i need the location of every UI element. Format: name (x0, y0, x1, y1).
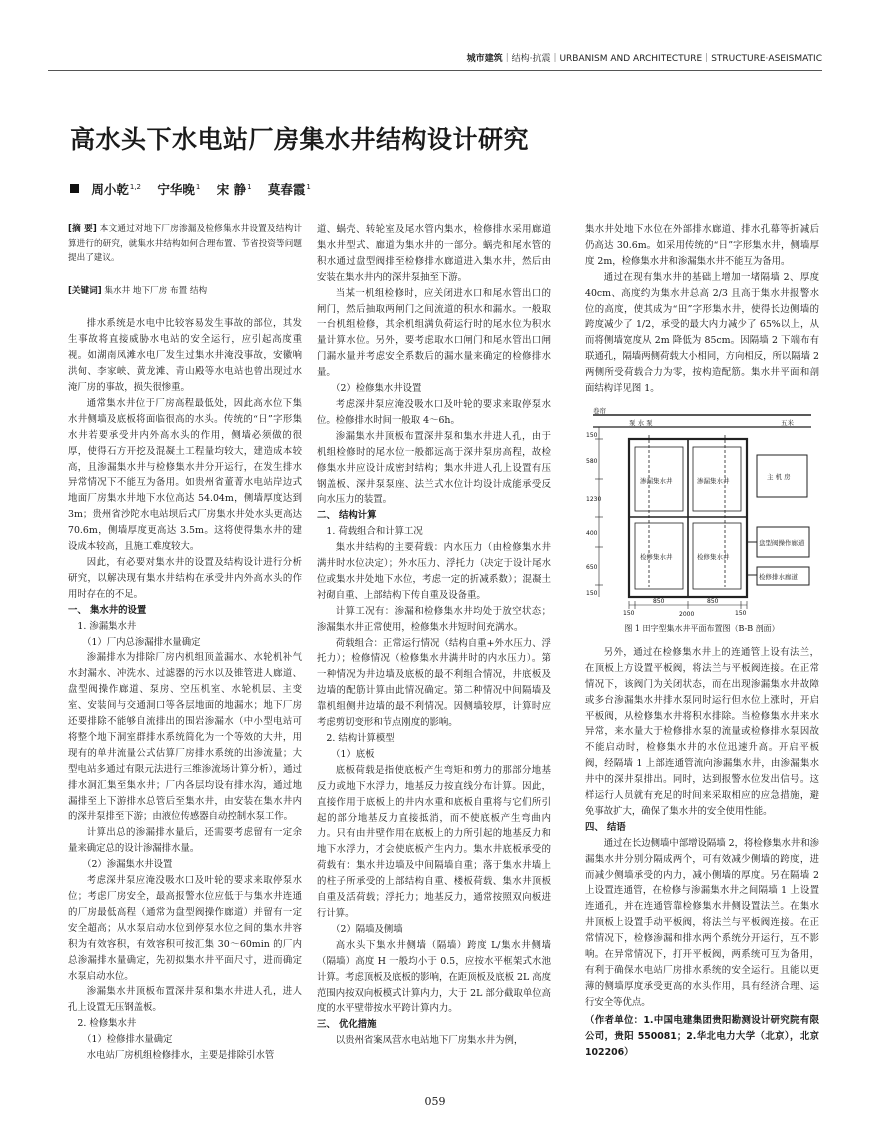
paragraph: 底板荷载是指使底板产生弯矩和剪力的那部分地基反力或地下水浮力，地基反力按直线分布计算。因此，直接作用于底板上的井内水重和底板自重将与它们所引起的部分地基反力直接抵消，而不使底板产生弯曲内力。只有由井壁作用在底板上的力所引起的地基反力和地下水浮力，才会使底板产生内力。集水井底板承受的荷载有：集水井边墙及中间隔墙自重；落于集水井墙上的柱子所承受的上部结构自重、楼板荷载、集水井顶板自重及活荷载；浮托力；地基反力，通常按照双向板进行计算。 (317, 764, 551, 919)
paragraph: 计算出总的渗漏排水量后，还需要考虑留有一定余量来确定总的设计渗漏排水量。 (68, 827, 302, 855)
paragraph: 集水井结构的主要荷载：内水压力（由检修集水井满井时水位决定）；外水压力、浮托力（决定于设计尾水位或集水井处地下水位，考虑一定的折减系数）；混凝土衬砌自重、上部结构下传自重及设备重。 (317, 542, 551, 601)
paragraph: 道、蜗壳、转轮室及尾水管内集水，检修排水采用廊道集水井型式、廊道为集水井的一部分。蜗壳和尾水管的积水通过盘型阀排至检修排水廊道进入集水井，然后由安装在集水井内的深井泵抽至下游。 (317, 224, 551, 283)
fig-label-leak-well-2: 渗漏集水井 (697, 476, 730, 485)
paragraph: 高水头下集水井侧墙（隔墙）跨度 L/集水井侧墙（隔墙）高度 H 一般均小于 0.5，应按水平框架式水池计算。考虑顶板及底板的影响，在距顶板及底板 2L 高度范围内按双向板模式计算内力，大于 2L 部分截取单位高度的水平壁带按水平跨计算内力。 (317, 939, 551, 1015)
fig-label-gate: 卷帘 (593, 406, 606, 415)
paragraph: 荷载组合：正常运行情况（结构自重+外水压力、浮托力）；检修情况（检修集水井满井时的内水压力）。第一种情况为井边墙及底板的最不利组合情况，井底板及边墙的配筋计算由此情况确定。第二种情况中间隔墙及靠机组侧井边墙的最不利情况。因侧墙较厚，计算时应考虑剪切变形和节点刚度的影响。 (317, 637, 551, 729)
abstract: [摘 要] 本文通过对地下厂房渗漏及检修集水井设置及结构计算进行的研究，就集水井结构如何合理布置、节省投资等问题提出了建议。 (68, 224, 302, 264)
running-header (467, 51, 822, 64)
header-section: 城市建筑 (466, 54, 503, 64)
paragraph: 当某一机组检修时，应关闭进水口和尾水管出口的闸门，然后抽取两闸门之间流道的积水和漏水。一般取一台机组检修，其余机组满负荷运行时的尾水位为积水量计算水位。另外，要考虑取水口闸门和尾水管出口闸门漏水量并考虑安全系数后的漏水量来确定的检修排水量。 (317, 287, 551, 379)
column-2-body (317, 222, 551, 1049)
column-1-body (68, 316, 302, 1064)
fig-label-drain-gallery: 检修排水廊道 (759, 572, 798, 581)
author-3: 宋 静$^1$ (216, 182, 252, 197)
section-heading: 四、 结语 (585, 821, 626, 833)
paragraph: 通常集水井位于厂房高程最低处，因此高水位下集水井侧墙及底板将面临很高的水头。传统的“日”字形集水井若要承受井内外高水头的作用，侧墙必须做的很厚，使得石方开挖及混凝土工程量均较大，建造成本较高，且渗漏集水井与检修集水井分开运行，在发生排水异常情况下不能互为备用。如贵州省董菁水电站岸边式地面厂房集水井地下水位高达 54.04m，侧墙厚度达到 3m；贵州省沙陀水电站坝后式厂房集水井处水头更高达 70.6m，侧墙厚度更高达 3.5m。这将使得集水井的建设成本较高，且施工难度较大。 (68, 397, 302, 553)
section-heading: 1. 渗漏集水井 (77, 620, 137, 632)
fig-label-leak-well-1: 渗漏集水井 (640, 476, 673, 485)
paragraph: 考虑深井泵应淹没吸水口及叶轮的要求来取停泵水位；考虑厂房安全，最高报警水位应低于与集水井连通的厂房最低高程（通常为盘型阀操作廊道）并留有一定安全超高；从水泵启动水位到停泵水位之间的集水井容积为有效容积，有效容积可按汇集 30～60min 的厂内总渗漏排水量确定，先初拟集水井平面尺寸，进而确定水泵启动水位。 (68, 875, 302, 982)
section-heading: （1）厂内总渗漏排水量确定 (82, 636, 201, 648)
fig-label-top: 五米 (781, 418, 794, 427)
fig-label-gallery: 盘型阀操作廊道 (759, 538, 805, 547)
fig-dim-bottom-2: 850 (653, 597, 665, 605)
section-heading: 2. 检修集水井 (77, 1018, 137, 1030)
affiliation: （作者单位：1.中国电建集团贵阳勘测设计研究院有限公司，贵阳 550081；2.华北电力大学（北京），北京 102206） (585, 1014, 819, 1058)
author-1: 周小乾$^{1,2}$ (91, 182, 142, 197)
paragraph: 计算工况有：渗漏和检修集水井均处于放空状态；渗漏集水井正常使用，检修集水井短时间充满水。 (317, 605, 551, 633)
column-2 (317, 222, 551, 1049)
paragraph: 渗漏集水井顶板布置深井泵和集水井进人孔，由于机组检修时的尾水位一般都远高于深井泵房高程，故检修集水井应设计成密封结构；集水井进人孔上设置有压钢盖板、深井泵泵座、法兰式水位计均设计成能承受反向水压力的装置。 (317, 430, 551, 506)
section-heading: （1）底板 (331, 748, 375, 760)
header-section-rest: ｜结构·抗震｜URBANISM AND ARCHITECTURE｜STRUCTURE·ASEISMATIC (502, 54, 822, 64)
page-number: 059 (424, 1095, 446, 1108)
fig-label-pump-room: 泵 水 泵 (629, 418, 653, 427)
header-rule (48, 70, 822, 71)
section-heading: （2）渗漏集水井设置 (82, 859, 173, 871)
paragraph: 以贵州省案凤营水电站地下厂房集水井为例， (335, 1035, 524, 1047)
section-heading: （2）检修集水井设置 (331, 383, 422, 395)
paragraph: 考虑深井泵应淹没吸水口及叶轮的要求来取停泵水位。检修排水时间一般取 4～6h。 (317, 398, 551, 426)
column-3-top (585, 222, 819, 397)
fig-dim-left-4: 400 (586, 529, 598, 537)
fig-dim-left-6: 150 (586, 589, 598, 597)
paragraph: 通过在长边侧墙中部增设隔墙 2，将检修集水井和渗漏集水井分别分隔成两个，可有效减少侧墙的跨度，进而减少侧墙承受的内力，减小侧墙的厚度。另在隔墙 2 上设置连通管，在检修与渗漏集水井之间隔墙 1 上设置连通孔，并在连通管靠检修集水井侧设置法兰。在集水井顶板上设置手动平板阀，将法兰与平板阀连接。在正常情况下，检修渗漏和排水两个系统分开运行，互不影响。在异常情况下，打开平板阀，两系统可互为备用，有利于确保水电站厂房排水系统的安全运行。且能以更薄的侧墙厚度承受更高的水头作用，具有经济合理、运行安全等优点。 (585, 837, 819, 1008)
keywords: [关键词] 集水井 地下厂房 布置 结构 (68, 285, 208, 296)
fig-label-inspect-well-1: 检修集水井 (640, 552, 673, 561)
figure-1-drawing (585, 407, 819, 619)
paragraph: 水电站厂房机组检修排水，主要是排除引水管 (86, 1050, 275, 1062)
fig-dim-left-5: 650 (586, 563, 598, 571)
author-4: 莫春霞$^1$ (267, 182, 311, 197)
author-bullet-icon (70, 184, 79, 193)
fig-dim-left-3: 1230 (586, 495, 602, 503)
section-heading: （2）隔墙及侧墙 (331, 923, 403, 935)
paragraph: 渗漏排水为排除厂房内机组顶盖漏水、水轮机补气水封漏水、冲洗水、过滤器的污水以及锥管进人廊道、盘型阀操作廊道、泵房、空压机室、水轮机层、主变室、安装间与交通洞口等各层地面的地漏水；地下厂房还要排除不能够自流排出的围岩渗漏水（中小型电站可将整个地下洞室群排水系统简化为一个等效的大井，用现有的单井流量公式估算厂房排水系统的出渗流量；大型电站多通过有限元法进行三维渗流场计算分析），通过排水洞汇集至集水井；厂内各层均设有排水沟，通过地漏排至上下游排水总管后至集水井，由安装在集水井内的深井泵排至下游；由液位传感器自动控制水泵工作。 (68, 652, 302, 823)
fig-dim-bottom-4: 150 (735, 609, 747, 617)
section-heading: 三、 优化措施 (317, 1019, 377, 1031)
paragraph: 排水系统是水电中比较容易发生事故的部位，其发生事故将直接威胁水电站的安全运行，应引起高度重视。如湖南凤滩水电厂发生过集水井淹没事故，安徽响洪甸、李家峡、黄龙滩、青山殿等水电站也曾出现过水淹厂房的事故，损失很惨重。 (68, 318, 302, 393)
column-3 (585, 222, 819, 1060)
section-heading: 2. 结构计算模型 (326, 733, 395, 744)
fig-dim-left-2: 580 (586, 457, 598, 465)
paragraph: 集水井处地下水位在外部排水廊道、排水孔幕等折减后仍高达 30.6m。如采用传统的“日”字形集水井，侧墙厚度 2m，检修集水井和渗漏集水井不能互为备用。 (585, 224, 819, 267)
paper-title: 高水头下水电站厂房集水井结构设计研究 (70, 125, 530, 154)
section-heading: 一、 集水井的设置 (68, 604, 147, 616)
fig-dim-total: 2000 (679, 610, 695, 618)
section-heading: 二、 结构计算 (317, 510, 377, 522)
fig-dim-bottom-3: 850 (707, 597, 719, 605)
section-heading: （1）检修排水量确定 (82, 1034, 173, 1046)
fig-dim-left-1: 150 (586, 431, 598, 439)
paragraph: 因此，有必要对集水井的设置及结构设计进行分析研究，以解决现有集水井结构在承受井内外高水头的作用时存在的不足。 (68, 556, 302, 600)
column-1 (68, 222, 302, 1064)
paragraph: 渗漏集水井顶板布置深井泵和集水井进人孔，进人孔上设置无压钢盖板。 (68, 986, 302, 1014)
paragraph: 另外，通过在检修集水井上的连通管上设有法兰，在顶板上方设置平板阀，将法兰与平板阀连接。在正常情况下，该阀门为关闭状态，而在出现渗漏集水井故障或多台渗漏集水井排水泵同时运行但水位上涨时，开启平板阀，从检修集水井将积水排除。当检修集水井来水异常，来水量大于检修排水泵的流量或检修排水泵因故不能启动时，检修集水井的水位迅速升高。开启平板阀，经隔墙 1 上部连通管流向渗漏集水井，由渗漏集水井中的深井泵排出。同时，达到报警水位发出信号。这样运行人员就有充足的时间来采取相应的应急措施，避免事故扩大，确保了集水井的安全使用性能。 (585, 646, 819, 817)
author-2: 宁华晚$^1$ (157, 182, 201, 197)
fig-label-aux-room: 主 机 房 (767, 472, 791, 481)
paragraph: 通过在现有集水井的基础上增加一堵隔墙 2、厚度 40cm、高度约为集水井总高 2/3 且高于集水井报警水位的高度，使其成为“田”字形集水井，使得长边侧墙的跨度减少了 1/2，承受的最大内力减少了 65%以上，从而将侧墙宽度从 2m 降低为 85cm。因隔墙 2 下端布有联通孔，隔墙两侧荷载大小相同，方向相反，所以隔墙 2 两侧所受荷载合力为零，按构造配筋。集水井平面和剖面结构详见图 1。 (585, 271, 819, 395)
figure-1 (585, 407, 819, 619)
figure-1-caption: 图 1 田字型集水井平面布置图（B-B 剖面） (624, 623, 780, 633)
section-heading: 1. 荷载组合和计算工况 (326, 526, 423, 538)
fig-dim-bottom-1: 150 (623, 609, 635, 617)
column-3-bottom (585, 645, 819, 1011)
fig-label-inspect-well-2: 检修集水井 (697, 552, 730, 561)
author-line (70, 180, 323, 198)
